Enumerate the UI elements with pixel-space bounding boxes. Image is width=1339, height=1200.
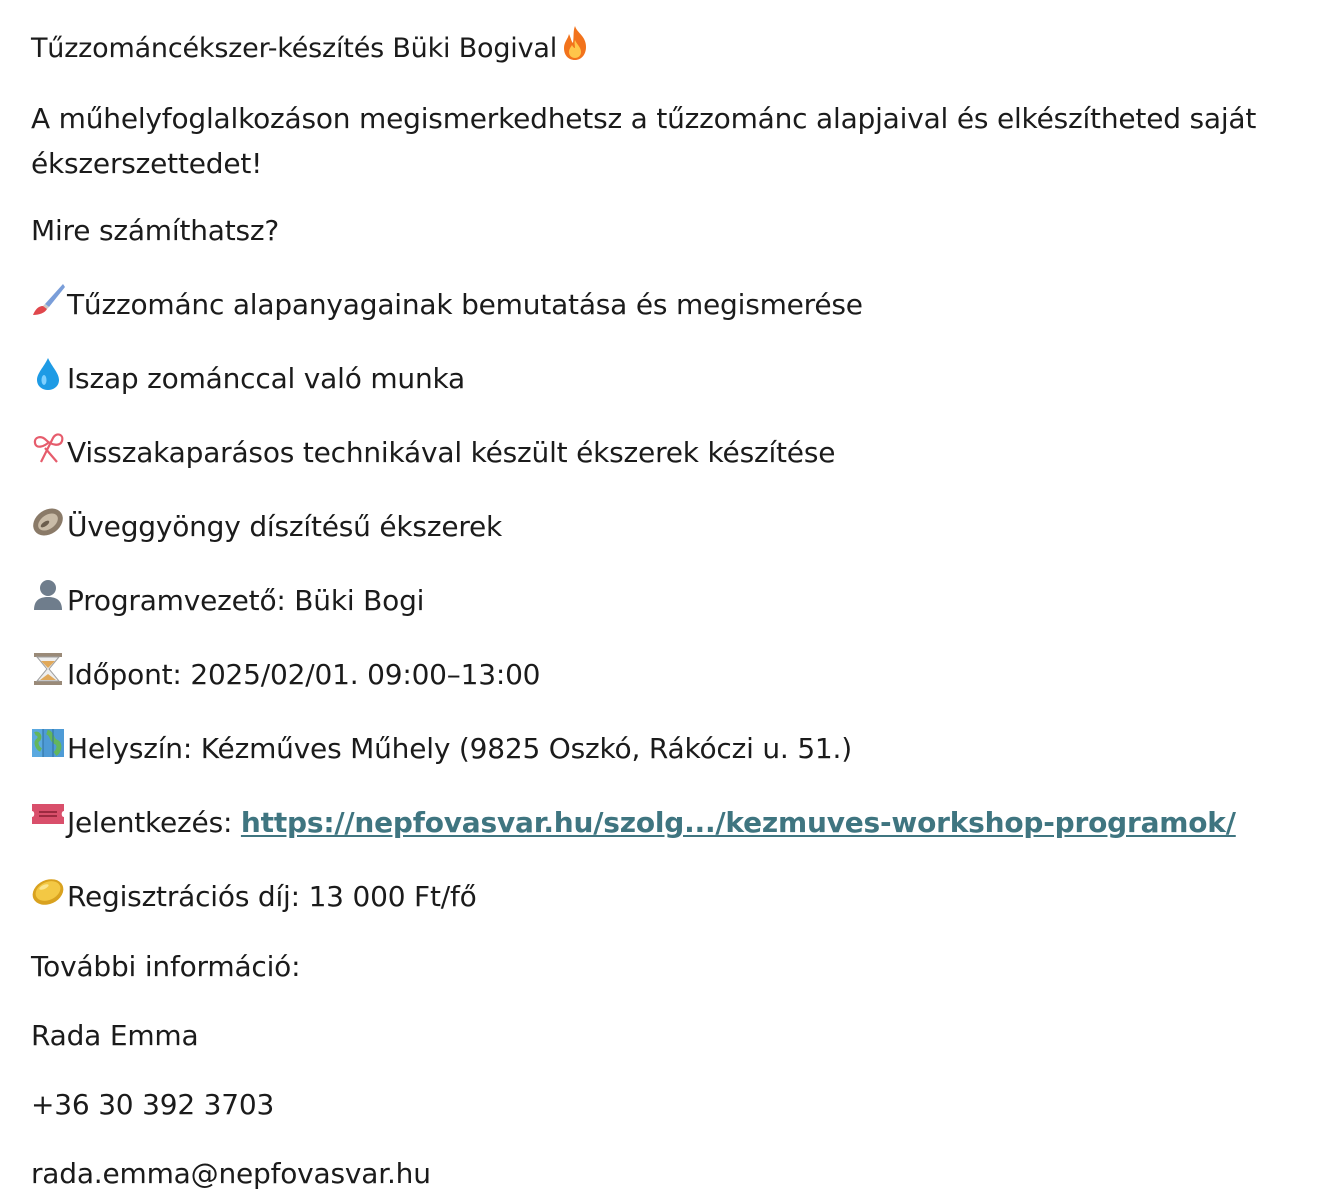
fee-text: Regisztrációs díj: 13 000 Ft/fő [67, 880, 477, 913]
leader-line [31, 584, 424, 618]
leader-text: Programvezető: Büki Bogi [67, 584, 425, 617]
place-text: Helyszín: Kézműves Műhely (9825 Oszkó, Rákóczi u. 51.) [67, 732, 852, 765]
list-item [31, 510, 502, 544]
signup-line [31, 806, 1236, 840]
coin-icon [31, 880, 67, 914]
hourglass-icon [31, 658, 67, 692]
person-icon [31, 584, 67, 618]
contact-phone: +36 30 392 3703 [31, 1088, 275, 1121]
list-item [31, 436, 835, 470]
list-item-text: Üveggyöngy díszítésű ékszerek [67, 510, 503, 543]
list-item [31, 362, 465, 396]
contact-name: Rada Emma [31, 1019, 199, 1052]
contact-email: rada.emma@nepfovasvar.hu [31, 1157, 431, 1190]
paintbrush-icon [31, 288, 67, 322]
list-item-text: Iszap zománccal való munka [67, 362, 465, 395]
droplet-icon [31, 362, 67, 396]
post-title-line [31, 32, 591, 66]
list-item-text: Tűzzománc alapanyagainak bemutatása és megismerése [67, 288, 863, 321]
ticket-icon [31, 806, 67, 840]
signup-label: Jelentkezés: [67, 806, 241, 839]
list-item [31, 288, 863, 322]
fire-icon [557, 32, 591, 66]
time-line [31, 658, 540, 692]
ribbon-icon [31, 436, 67, 470]
more-info-heading: További információ: [31, 950, 301, 983]
time-text: Időpont: 2025/02/01. 09:00–13:00 [67, 658, 541, 691]
map-icon [31, 732, 67, 766]
list-item-text: Visszakaparásos technikával készült ékszerek készítése [67, 436, 836, 469]
question-heading: Mire számíthatsz? [31, 214, 280, 247]
signup-link[interactable]: https://nepfovasvar.hu/szolg.../kezmuves-workshop-programok/ [240, 806, 1236, 839]
intro-text: A műhelyfoglalkozáson megismerkedhetsz a tűzzománc alapjaival és elkészítheted saját ékszerszettedet! [31, 102, 1257, 180]
place-line [31, 732, 852, 766]
fee-line [31, 880, 477, 914]
bead-icon [31, 510, 67, 544]
post-title: Tűzzománcékszer-készítés Büki Bogival [31, 33, 558, 64]
